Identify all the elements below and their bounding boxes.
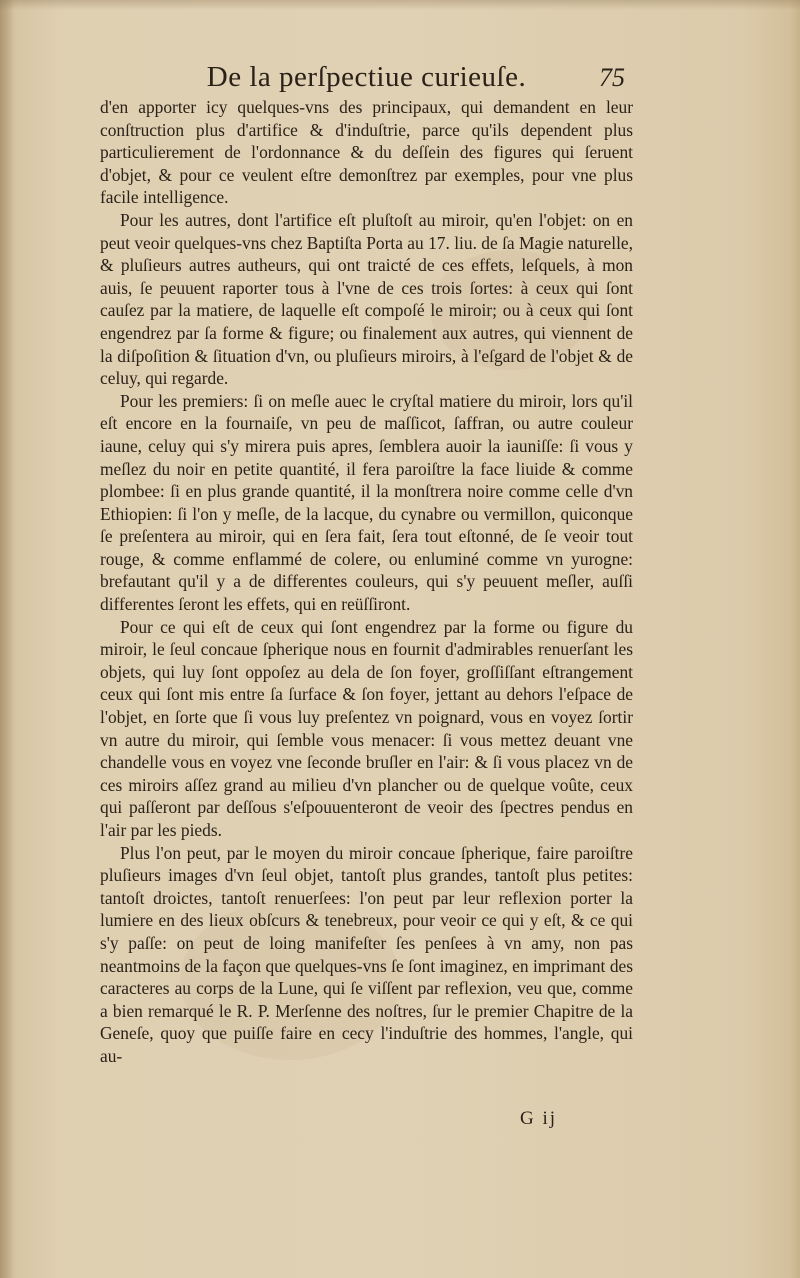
page-number: 75: [599, 63, 625, 92]
paragraph-matter-effects: Pour les premiers: ſi on meſle auec le cryſtal matiere du miroir, lors qu'il eſt encore en la fournaiſe, vn peu de maſſicot, ſaffran, ou autre couleur iaune, celuy qui s'y mirera puis apres, ſemblera auoir la iauniſſe: ſi vous y meſlez du noir en petite quantité, il fera paroiſtre la face liuide & comme plombee: ſi en plus grande quantité, il la monſtrera noire comme celle d'vn Ethiopien: ſi l'on y meſle, de la lacque, du cynabre ou vermillon, quiconque ſe preſentera au miroir, qui en ſera fait, ſera tout eſtonné, de ſe veoir tout rouge, & comme enflammé de colere, ou enluminé comme vn yurogne: brefautant qu'il y a de differentes couleurs, qui s'y peuuent meſler, auſſi differentes ſeront les effets, qui en reüſſiront.: [100, 390, 633, 615]
text-block: [100, 58, 633, 1068]
spine-shadow: [0, 0, 14, 1278]
signature-mark: G ij: [520, 1108, 558, 1129]
page-header: [100, 58, 633, 96]
paragraph-multiple-images: Plus l'on peut, par le moyen du miroir concaue ſpherique, faire paroiſtre pluſieurs images d'vn ſeul objet, tantoſt plus grandes, tantoſt plus petites: tantoſt droictes, tantoſt renuerſees: l'on peut par leur reflexion porter la lumiere en des lieux obſcurs & tenebreux, pour veoir ce qui y eſt, & ce qui s'y paſſe: on peut de loing manifeſter ſes penſees à vn amy, non pas neantmoins de la façon que quelques-vns ſe ſont imaginez, en imprimant des caracteres au corps de la Lune, qui ſe viſſent par reflexion, veu que, comme a bien remarqué le R. P. Merſenne des noſtres, ſur le premier Chapitre de la Geneſe, quoy que puiſſe faire en cecy l'induſtrie des hommes, l'angle, qui au-: [100, 842, 633, 1066]
paragraph-concave-mirror: Pour ce qui eſt de ceux qui ſont engendrez par la forme ou figure du miroir, le ſeul concaue ſpherique nous en fournit d'admirables renuerſant les objets, qui luy ſont oppoſez au dela de ſon foyer, groſſiſſant eſtrangement ceux qui ſont mis entre ſa ſurface & ſon foyer, jettant au dehors l'eſpace de l'objet, en ſorte que ſi vous luy preſentez vn poignard, vous en voyez ſortir vn autre du miroir, qui ſemble vous menacer: ſi vous mettez deuant vne chandelle vous en voyez vne ſeconde bruſler en l'air: & ſi vous placez vn de ces miroirs aſſez grand au milieu d'vn plancher ou de quelque voûte, ceux qui paſſeront par deſſous s'eſpouuenteront de veoir des ſpectres pendus en l'air par les pieds.: [100, 616, 633, 840]
paragraph-three-sorts: Pour les autres, dont l'artifice eſt pluſtoſt au miroir, qu'en l'objet: on en peut veoir quelques-vns chez Baptiſta Porta au 17. liu. de ſa Magie naturelle, & pluſieurs autres autheurs, qui ont traicté de ces effets, leſquels, à mon auis, ſe peuuent raporter tous à l'vne de ces trois ſortes: à ceux qui ſont cauſez par la matiere, de laquelle eſt compoſé le miroir; ou à ceux qui ſont engendrez par ſa forme & figure; ou finalement aux autres, qui viennent de la diſpoſition & ſituation d'vn, ou pluſieurs miroirs, à l'eſgard de l'objet & de celuy, qui regarde.: [100, 209, 633, 389]
paragraph-continuation: d'en apporter icy quelques-vns des principaux, qui demandent en leur conſtruction plus d'artifice & d'induſtrie, parce qu'ils dependent plus particulierement de l'ordonnance & du deſſein des figures qui ſeruent d'objet, & pour ce veulent eſtre demonſtrez par exemples, pour vne plus facile intelligence.: [100, 97, 633, 208]
page-top-edge: [0, 0, 800, 10]
running-title: De la perſpectiue curieuſe.: [206, 61, 527, 93]
